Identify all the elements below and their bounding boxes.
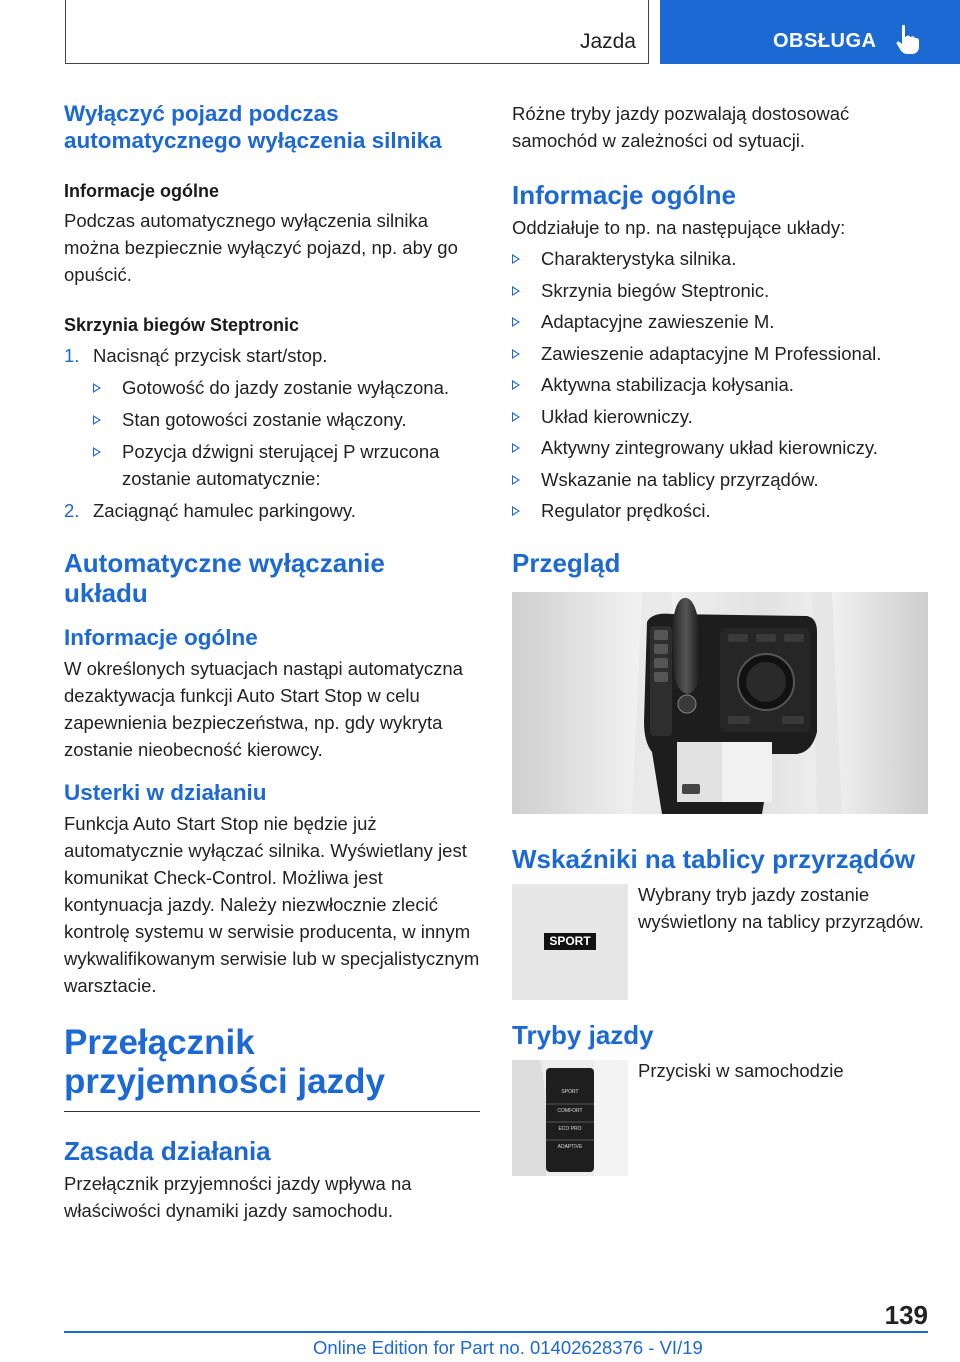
heading-right-general: Informacje ogólne [512, 180, 736, 210]
triangle-bullet-icon [512, 506, 520, 516]
list-item [93, 438, 482, 492]
left-column [64, 100, 482, 1224]
heading-driving-experience-switch: Przełącznik przyjemności jazdy [64, 1023, 385, 1101]
mode-button-sport[interactable]: SPORT [561, 1089, 579, 1095]
list-item [512, 277, 930, 304]
triangle-bullet-icon [512, 380, 520, 390]
heading-principle: Zasada działania [64, 1136, 271, 1166]
pointing-hand-icon [896, 24, 920, 54]
sport-indicator-badge: SPORT [544, 933, 596, 950]
header-section-tab[interactable] [660, 0, 960, 64]
list-item [512, 371, 930, 398]
triangle-bullet-icon [93, 415, 101, 425]
section-title: OBSŁUGA [773, 30, 877, 52]
list-item [93, 406, 482, 433]
driving-modes-intro: Różne tryby jazdy pozwalają dostosować samochód w zależności od sytuacji. [512, 103, 850, 151]
indicators-text: Wybrany tryb jazdy zostanie wyświetlony na tablicy przyrządów. [638, 884, 924, 932]
affected-systems-list [512, 245, 930, 524]
list-item [512, 497, 930, 524]
list-item [512, 403, 930, 430]
heading-auto-off-general: Informacje ogólne [64, 625, 258, 650]
step-number: 1. [64, 345, 80, 366]
triangle-bullet-icon [512, 443, 520, 453]
list-item-text: Układ kierowniczy. [541, 405, 693, 427]
auto-off-text: W określonych sytuacjach nastąpi automatyczna dezaktywacja funkcji Auto Start Stop w celu zapewnienia bezpieczeństwa, np. gdy wykryta zostanie nieobecność kierowcy. [64, 658, 463, 760]
center-console-photo [512, 592, 928, 814]
step-number: 2. [64, 500, 80, 521]
step1-substeps [93, 374, 482, 492]
affects-text: Oddziałuje to np. na następujące układy: [512, 217, 846, 238]
header-chapter-box [65, 0, 649, 64]
triangle-bullet-icon [512, 475, 520, 485]
step-text: Nacisnąć przycisk start/stop. [93, 345, 328, 366]
triangle-bullet-icon [512, 317, 520, 327]
mode-buttons-photo [512, 1060, 628, 1176]
mode-button-adaptive[interactable]: ADAPTIVE [557, 1144, 583, 1150]
list-item-text: Aktywna stabilizacja kołysania. [541, 374, 794, 395]
indicators-row [512, 884, 930, 1000]
list-item [512, 245, 930, 272]
edition-info: Online Edition for Part no. 01402628376 - VI/19 [313, 1337, 703, 1358]
list-item [512, 308, 930, 335]
list-item [512, 434, 930, 461]
step-text: Zaciągnąć hamulec parkingowy. [93, 500, 356, 521]
heading-overview: Przegląd [512, 548, 621, 578]
section-divider [64, 1111, 480, 1112]
heading-steptronic: Skrzynia biegów Steptronic [64, 315, 300, 335]
footer-divider [64, 1331, 928, 1333]
center-console-illustration [512, 592, 928, 814]
list-item [64, 497, 482, 524]
list-item [93, 374, 482, 401]
substep-text: Pozycja dźwigni sterującej P wrzucona zostanie automatycznie: [122, 441, 440, 489]
substep-text: Gotowość do jazdy zostanie wyłączona. [122, 377, 450, 398]
mode-button-comfort[interactable]: COMFORT [557, 1108, 583, 1114]
list-item [512, 466, 930, 493]
list-item-text: Wskazanie na tablicy przyrządów. [541, 468, 819, 490]
faults-text: Funkcja Auto Start Stop nie będzie już automatycznie wyłączać silnika. Wyświetlany jest komunikat Check-Control. Możliwa jest kontynuacja jazdy. Należy niezwłocznie zlecić kontrolę systemu w serwisie producenta, w innym wykwalifikowanym serwisie lub w specjalistycznym warsztacie. [64, 813, 480, 996]
mode-button-eco-pro[interactable]: ECO PRO [558, 1126, 582, 1132]
heading-auto-off: Automatyczne wyłączanie układu [64, 548, 385, 608]
heading-shutdown-during-autostop: Wyłączyć pojazd podczas automatycznego wyłączenia silnika [64, 101, 442, 153]
sport-indicator-photo [512, 884, 628, 1000]
list-item-text: Regulator prędkości. [541, 500, 711, 521]
heading-driving-modes: Tryby jazdy [512, 1020, 654, 1050]
principle-text: Przełącznik przyjemności jazdy wpływa na właściwości dynamiki jazdy samochodu. [64, 1173, 412, 1221]
modes-row [512, 1060, 930, 1176]
mode-buttons-illustration [512, 1060, 628, 1176]
triangle-bullet-icon [93, 447, 101, 457]
list-item [64, 342, 482, 492]
page-number: 139 [884, 1300, 928, 1330]
steptronic-steps [64, 342, 482, 524]
heading-general-info: Informacje ogólne [64, 181, 220, 201]
triangle-bullet-icon [512, 254, 520, 264]
heading-instrument-indicators: Wskaźniki na tablicy przyrządów [512, 844, 916, 874]
list-item-text: Aktywny zintegrowany układ kierowniczy. [541, 437, 878, 458]
triangle-bullet-icon [512, 286, 520, 296]
triangle-bullet-icon [512, 412, 520, 422]
list-item-text: Charakterystyka silnika. [541, 248, 737, 269]
triangle-bullet-icon [93, 383, 101, 393]
general-info-text: Podczas automatycznego wyłączenia silnika można bezpiecznie wyłączyć pojazd, np. aby go opuścić. [64, 210, 458, 285]
chapter-title: Jazda [579, 30, 636, 53]
right-column [512, 100, 930, 1176]
heading-faults: Usterki w działaniu [64, 780, 267, 805]
substep-text: Stan gotowości zostanie włączony. [122, 409, 407, 430]
triangle-bullet-icon [512, 349, 520, 359]
list-item-text: Skrzynia biegów Steptronic. [541, 279, 770, 301]
modes-text: Przyciski w samochodzie [638, 1060, 844, 1081]
list-item-text: Adaptacyjne zawieszenie M. [541, 311, 775, 332]
list-item [512, 340, 930, 367]
list-item-text: Zawieszenie adaptacyjne M Professional. [541, 342, 882, 364]
